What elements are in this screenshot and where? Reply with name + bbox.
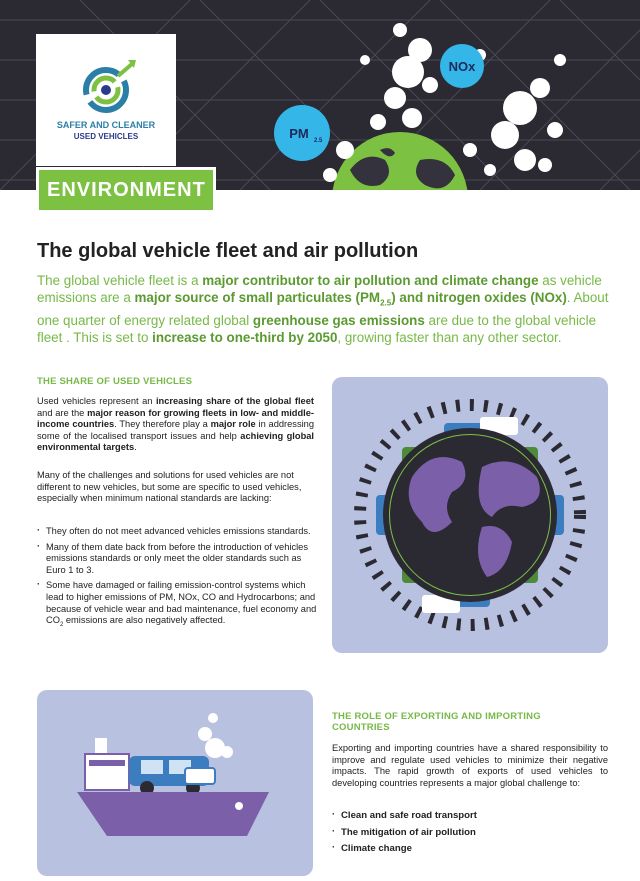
globe-panel <box>332 377 608 653</box>
share-paragraph-1: Used vehicles represent an increasing share of the global fleet and are the major reason for growing fleets in low- and middle-income countries. They therefore play a major role in addressing some of the localised transport issues and help achieving global environmental targets. <box>37 396 315 453</box>
share-heading: THE SHARE OF USED VEHICLES <box>37 376 193 387</box>
role-paragraph: Exporting and importing countries have a shared responsibility to improve and regulate used vehicles to minimize their negative impacts. The rapid growth of exports of used vehicles to developing countries represents a major global challenge to: <box>332 743 608 788</box>
pm-subscript: 2.5 <box>314 138 323 144</box>
logo-subtitle: USED VEHICLES <box>73 132 139 141</box>
list-item: · They often do not meet advanced vehicles emissions standards. <box>37 526 317 538</box>
share-bullet-list <box>37 526 317 636</box>
section-badge <box>36 167 216 213</box>
ship-panel <box>37 690 313 876</box>
smoke-icon <box>198 713 233 758</box>
logo-card <box>36 34 176 166</box>
intro-paragraph: The global vehicle fleet is a major contributor to air pollution and climate change as vehicle emissions are a major source of small particulates $(PM_{2.5})$ and nitrogen oxides (NOx). About one quarter of energy related global greenhouse gas emissions are due to the global vehicle fleet . This is set to increase to one-third by 2050, growing faster than any other sector. <box>37 273 609 345</box>
list-item: · Clean and safe road transport <box>332 810 608 822</box>
globe-cars-illustration <box>332 377 608 653</box>
nox-label: NOx <box>448 59 476 74</box>
cargo-ship-illustration <box>37 690 313 876</box>
section-badge-label: ENVIRONMENT <box>47 179 206 201</box>
list-item: · Some have damaged or failing emission-control systems which lead to higher emissions of PM, NOx, CO and Hydrocarbons; and because of vehicle wear and bad maintenance, fuel economy and $CO_2$ emissions are also negatively affected. <box>37 580 317 631</box>
role-heading: THE ROLE OF EXPORTING AND IMPORTING COUNTRIES <box>332 711 541 733</box>
ship-hull-icon <box>77 792 269 836</box>
role-bullet-list <box>332 810 608 860</box>
pm-label: PM <box>289 126 309 141</box>
list-item: · The mitigation of air pollution <box>332 827 608 839</box>
hero-banner <box>0 0 640 190</box>
share-paragraph-2: Many of the challenges and solutions for used vehicles are not different to new vehicles, but some are specific to used vehicles, especially when minimum national standards are lacking: <box>37 470 302 504</box>
globe-icon <box>332 132 468 190</box>
page-title: The global vehicle fleet and air pollution <box>37 240 419 262</box>
logo-title: SAFER AND CLEANER <box>56 120 156 130</box>
recycle-logo-icon <box>36 34 176 120</box>
list-item: · Many of them date back from before the introduction of vehicles emissions standards or only meet the older standards such as Euro 1 to 3. <box>37 542 317 577</box>
list-item: · Climate change <box>332 843 608 855</box>
